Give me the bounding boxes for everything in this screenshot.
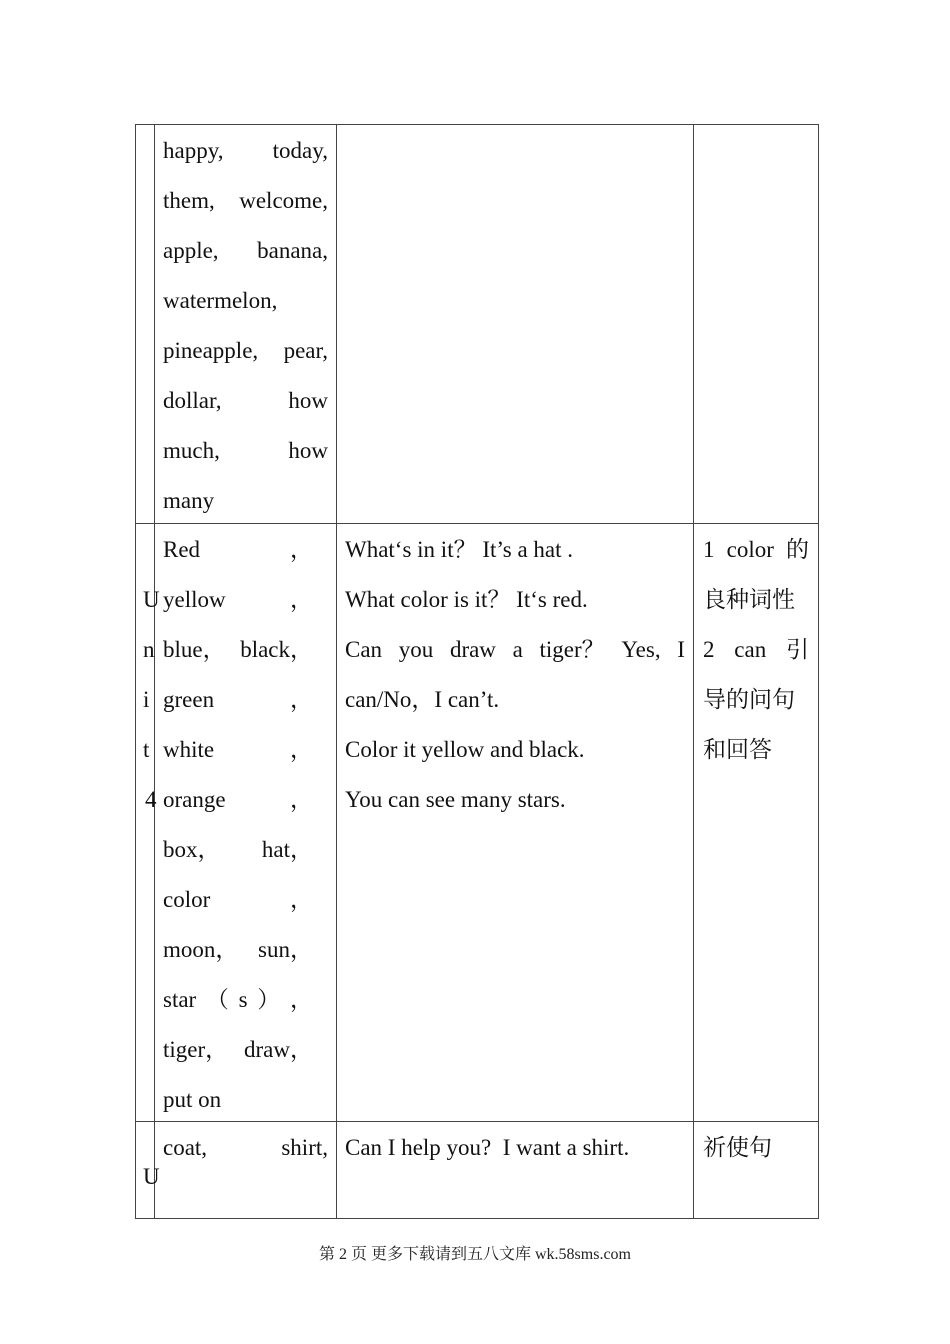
vocab-line: put on — [163, 1087, 222, 1112]
vocab-line: much, how — [163, 438, 328, 463]
vocab-line: tiger， draw， — [163, 1037, 313, 1062]
note-line: 1 color 的 — [703, 537, 809, 562]
unit-letter: U — [143, 1164, 160, 1189]
row3-notes-cell — [703, 1123, 809, 1173]
row3-sentences-cell — [345, 1123, 685, 1173]
sentence-line: What color is it？ It‘s red. — [345, 587, 588, 612]
vocab-line: coat, shirt, — [163, 1135, 328, 1160]
vocab-line: them, welcome, — [163, 188, 328, 213]
vocab-line: dollar, how — [163, 388, 328, 413]
note-line: 良种词性 — [703, 587, 795, 612]
table-border-bottom — [135, 1218, 819, 1219]
table-border-left — [135, 124, 136, 1219]
column-divider-3 — [693, 124, 694, 1219]
note-line: 和回答 — [703, 737, 772, 762]
row2-sentences-cell — [345, 525, 685, 825]
vocab-line: box， hat， — [163, 837, 313, 862]
vocab-line: white ， — [163, 737, 313, 762]
note-line: 祈使句 — [703, 1135, 772, 1160]
column-divider-2 — [336, 124, 337, 1219]
sentence-line: can/No，I can’t. — [345, 687, 500, 712]
unit-letter: 4 — [145, 787, 157, 812]
vocab-line: many — [163, 488, 215, 513]
unit-letter: U — [143, 587, 160, 612]
row2-vocab-cell — [163, 525, 313, 1125]
sentence-line: What‘s in it？ It’s a hat . — [345, 537, 574, 562]
vocab-line: yellow ， — [163, 587, 313, 612]
vocab-line: moon， sun， — [163, 937, 313, 962]
row3-vocab-cell — [163, 1123, 328, 1173]
sentence-line: Can I help you? I want a shirt. — [345, 1135, 630, 1160]
page-footer: 第 2 页 更多下载请到五八文库 wk.58sms.com — [318, 1246, 631, 1263]
sentence-line: Can you draw a tiger？ Yes, I — [345, 637, 685, 662]
vocab-line: star （ s ） ， — [163, 987, 313, 1012]
vocab-line: watermelon, — [163, 288, 278, 313]
vocab-line: green ， — [163, 687, 313, 712]
unit-letter: n — [143, 637, 155, 662]
vocab-line: Red ， — [163, 537, 313, 562]
note-line: 导的问句 — [703, 687, 795, 712]
sentence-line: You can see many stars. — [345, 787, 566, 812]
sentence-line: Color it yellow and black. — [345, 737, 585, 762]
unit-letter: t — [143, 737, 150, 762]
unit-letter: i — [143, 687, 150, 712]
vocab-line: happy, today, — [163, 138, 328, 163]
note-line: 2 can 引 — [703, 637, 809, 662]
vocab-line: pineapple, pear, — [163, 338, 328, 363]
column-divider-1 — [154, 124, 155, 1219]
table-border-right — [818, 124, 819, 1219]
vocab-line: color ， — [163, 887, 313, 912]
row2-notes-cell — [703, 525, 809, 775]
vocab-line: orange ， — [163, 787, 313, 812]
vocab-line: blue， black， — [163, 637, 313, 662]
row1-vocab-cell — [163, 126, 328, 526]
vocab-line: apple, banana, — [163, 238, 328, 263]
table-border-top — [135, 124, 819, 125]
